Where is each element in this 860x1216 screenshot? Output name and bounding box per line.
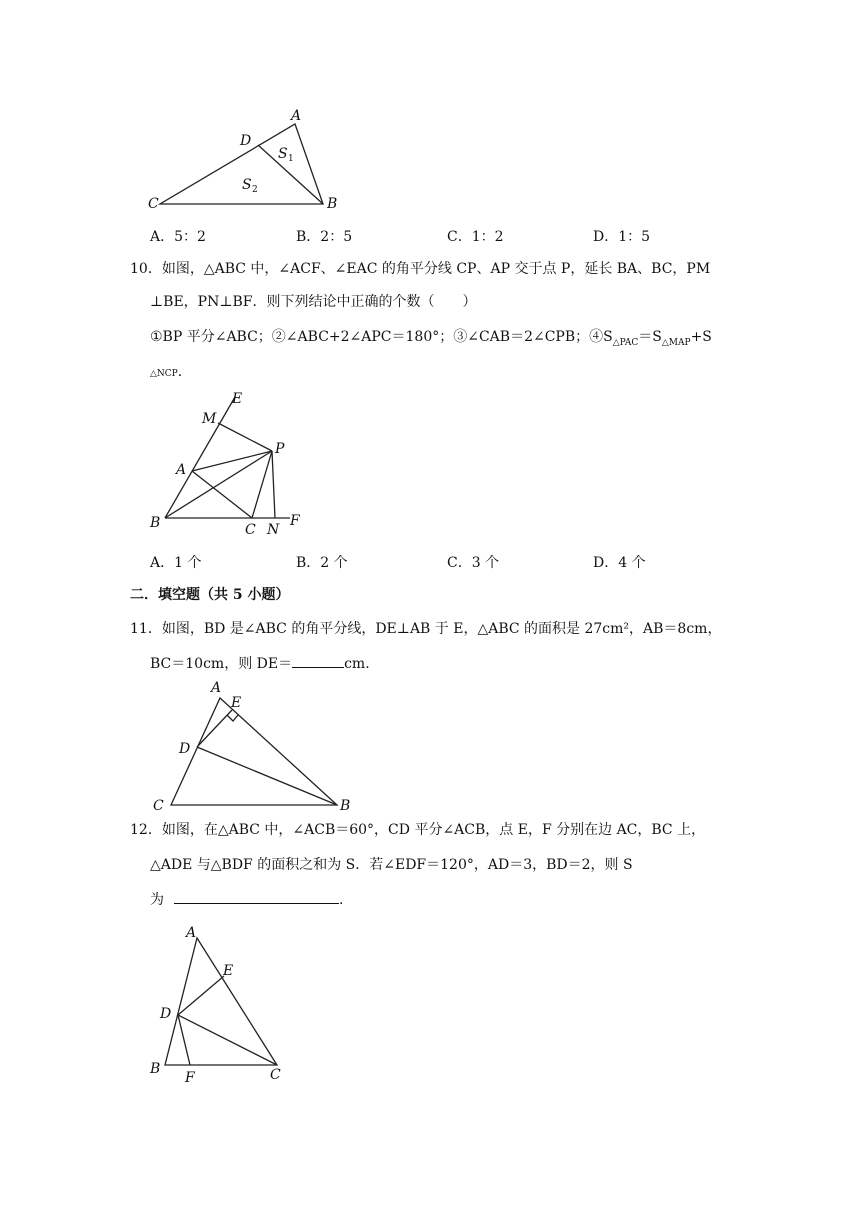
q10-segment-ap bbox=[192, 451, 272, 471]
q12-stem-line3-text: 为 bbox=[150, 892, 164, 908]
q10-label-e: E bbox=[232, 391, 243, 407]
q12-stem-line1: 12．如图，在△ABC 中，∠ACB＝60°，CD 平分∠ACB，点 E，F 分别在边 AC，BC 上， bbox=[130, 822, 706, 838]
q10-sub-map: △MAP bbox=[661, 337, 691, 348]
q9-figure bbox=[140, 100, 350, 215]
q11-answer-blank[interactable] bbox=[292, 653, 344, 668]
q9-option-c[interactable]: C．1：2 bbox=[447, 229, 504, 245]
q10-ray-be bbox=[165, 397, 235, 518]
q11-label-a: A bbox=[211, 680, 222, 696]
q10-stem-line2: ⊥BE，PN⊥BF．则下列结论中正确的个数（ ） bbox=[150, 294, 477, 310]
q11-label-e: E bbox=[231, 695, 242, 711]
q9-label-a: A bbox=[291, 108, 302, 124]
q9-option-a[interactable]: A．5：2 bbox=[150, 229, 206, 245]
q12-label-a: A bbox=[186, 925, 197, 941]
q12-triangle-abc bbox=[165, 938, 277, 1065]
q10-segment-ac bbox=[192, 471, 252, 518]
q10-conclusions-text: ①BP 平分∠ABC；②∠ABC+2∠APC＝180°；③∠CAB＝2∠CPB；④S bbox=[150, 329, 613, 345]
q9-option-b[interactable]: B．2：5 bbox=[296, 229, 353, 245]
q10-figure bbox=[140, 385, 340, 545]
q12-stem-line2: △ADE 与△BDF 的面积之和为 S．若∠EDF＝120°，AD＝3，BD＝2，则 S bbox=[150, 857, 633, 873]
section-fill-in-heading: 二．填空题（共 5 小题） bbox=[130, 587, 290, 603]
q10-label-p: P bbox=[275, 441, 285, 457]
q10-option-d[interactable]: D．4 个 bbox=[593, 555, 646, 571]
q11-stem-line1: 11．如图，BD 是∠ABC 的角平分线，DE⊥AB 于 E，△ABC 的面积是 27cm²，AB＝8cm， bbox=[130, 621, 722, 637]
q10-label-f: F bbox=[290, 513, 300, 529]
q12-segment-de bbox=[178, 976, 224, 1015]
q10-option-b[interactable]: B．2 个 bbox=[296, 555, 348, 571]
q11-label-d: D bbox=[179, 741, 191, 757]
q10-stem-line1: 10．如图，△ABC 中，∠ACF、∠EAC 的角平分线 CP、AP 交于点 P，延长 BA、BC，PM bbox=[130, 261, 711, 277]
q10-sub-pac: △PAC bbox=[612, 337, 639, 348]
q10-eq: ＝S bbox=[638, 329, 662, 345]
q10-label-m: M bbox=[202, 411, 217, 427]
q10-option-c[interactable]: C．3 个 bbox=[447, 555, 500, 571]
q12-label-b: B bbox=[150, 1061, 161, 1077]
q11-stem-line2-text: BC＝10cm，则 DE＝ bbox=[150, 656, 293, 672]
q11-label-b: B bbox=[340, 798, 351, 814]
q9-label-b: B bbox=[327, 196, 338, 212]
q11-figure bbox=[145, 680, 360, 815]
q12-label-d: D bbox=[160, 1006, 172, 1022]
q12-label-f: F bbox=[185, 1070, 195, 1086]
q11-stem-line2 bbox=[150, 653, 370, 674]
q9-label-s1-sub: 1 bbox=[288, 154, 294, 164]
q11-unit: cm. bbox=[344, 656, 370, 672]
q9-label-d: D bbox=[240, 133, 252, 149]
q9-option-d[interactable]: D．1：5 bbox=[593, 229, 651, 245]
q10-segment-mp bbox=[218, 423, 272, 451]
q11-triangle-abc bbox=[171, 698, 337, 805]
q10-conclusions-wrap bbox=[150, 362, 182, 384]
q12-label-c: C bbox=[270, 1067, 281, 1083]
q12-label-e: E bbox=[223, 963, 234, 979]
q10-label-c: C bbox=[245, 522, 256, 538]
q12-segment-dc bbox=[178, 1015, 277, 1065]
q10-label-a: A bbox=[176, 462, 187, 478]
q12-segment-df bbox=[178, 1015, 190, 1065]
q9-label-s2-sub: 2 bbox=[252, 185, 258, 195]
q10-plus-s: +S bbox=[690, 329, 712, 345]
q9-label-s1: S bbox=[278, 146, 288, 162]
q10-end: . bbox=[177, 364, 183, 380]
q12-answer-blank[interactable] bbox=[174, 889, 339, 904]
q11-right-angle-mark bbox=[227, 715, 238, 721]
q11-label-c: C bbox=[153, 798, 164, 814]
q10-conclusions bbox=[150, 327, 712, 353]
q12-end: . bbox=[339, 892, 344, 908]
q12-stem-line3 bbox=[150, 889, 343, 910]
q10-label-n: N bbox=[267, 522, 280, 538]
q9-label-c: C bbox=[148, 196, 159, 212]
q10-option-a[interactable]: A．1 个 bbox=[150, 555, 202, 571]
q11-segment-db bbox=[197, 747, 337, 805]
q9-label-s2: S bbox=[242, 177, 252, 193]
q10-label-b: B bbox=[150, 515, 161, 531]
q10-sub-ncp: △NCP bbox=[150, 369, 178, 379]
q12-figure bbox=[140, 920, 300, 1085]
q10-segment-pn bbox=[272, 451, 275, 518]
